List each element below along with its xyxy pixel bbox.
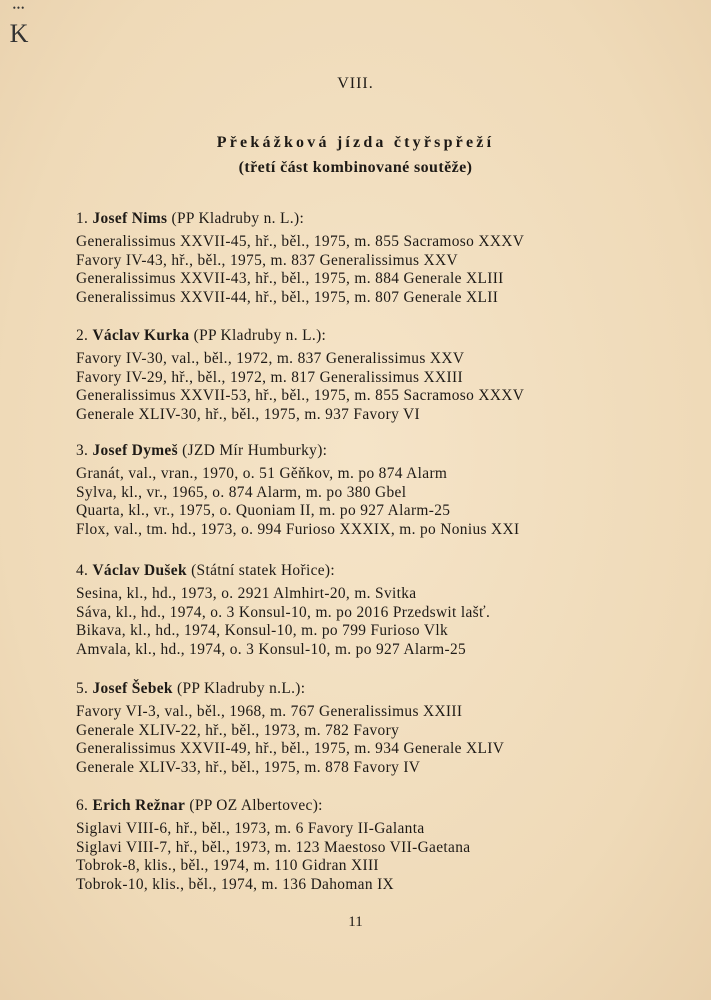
horse-entry: Quarta, kl., vr., 1975, o. Quoniam II, m. po 927 Alarm-25 — [76, 502, 451, 520]
competitor-header — [76, 441, 676, 465]
horse-entry: Granát, val., vran., 1970, o. 51 Gěňkov, m. po 874 Alarm — [76, 465, 448, 482]
horse-entry: Tobrok-10, klis., běl., 1974, m. 136 Dahoman IX — [76, 876, 395, 894]
competitor-number: 2. — [76, 327, 89, 344]
horse-entry: Favory VI-3, val., běl., 1968, m. 767 Generalissimus XXIII — [76, 703, 463, 720]
competitor-organization: (PP Kladruby n. L.): — [171, 210, 305, 227]
horse-entry: Amvala, kl., hd., 1974, o. 3 Konsul-10, m. po 927 Alarm-25 — [76, 641, 467, 659]
competitor-name: Erich Režnar — [92, 797, 186, 814]
competitor-name: Václav Kurka — [92, 327, 190, 344]
horse-entry: Favory IV-30, val., běl., 1972, m. 837 Generalissimus XXV — [76, 350, 465, 367]
competitor-name: Josef Nims — [92, 210, 168, 227]
horse-entry: Siglavi VIII-7, hř., běl., 1973, m. 123 Maestoso VII-Gaetana — [76, 838, 471, 856]
competitor-organization: (JZD Mír Humburky): — [182, 442, 328, 459]
horse-entry: Generalissimus XXVII-49, hř., běl., 1975, m. 934 Generale XLIV — [76, 740, 505, 758]
horse-entry: Generalissimus XXVII-44, hř., běl., 1975, m. 807 Generale XLII — [76, 289, 499, 307]
competitor-name: Josef Šebek — [92, 680, 173, 697]
page-number: 11 — [348, 914, 363, 930]
competitor-organization: (Státní statek Hořice): — [191, 562, 336, 579]
competitor-entry — [76, 679, 676, 778]
horse-entry: Generalissimus XXVII-45, hř., běl., 1975, m. 855 Sacramoso XXXV — [76, 233, 525, 250]
competitor-organization: (PP Kladruby n.L.): — [177, 680, 306, 697]
competitor-number: 6. — [76, 797, 89, 814]
competitor-organization: (PP OZ Albertovec): — [189, 797, 323, 814]
competitor-entry — [76, 441, 676, 540]
horse-entry: Favory IV-29, hř., běl., 1972, m. 817 Generalissimus XXIII — [76, 368, 463, 386]
competitor-header — [76, 679, 676, 703]
horse-entry: Favory IV-43, hř., běl., 1975, m. 837 Generalissimus XXV — [76, 251, 458, 269]
horse-entry: Generale XLIV-33, hř., běl., 1975, m. 878 Favory IV — [76, 759, 421, 777]
horse-entry: Generale XLIV-22, hř., běl., 1973, m. 782 Favory — [76, 721, 400, 739]
k-logo-icon — [4, 2, 34, 52]
competitor-name: Václav Dušek — [92, 562, 187, 579]
chapter-number: VIII. — [337, 75, 374, 92]
horse-entry: Tobrok-8, klis., běl., 1974, m. 110 Gidran XIII — [76, 857, 379, 875]
horse-entry: Bikava, kl., hd., 1974, Konsul-10, m. po 799 Furioso Vlk — [76, 622, 449, 640]
competitor-number: 1. — [76, 210, 89, 227]
competitor-header — [76, 796, 676, 820]
page-title: Překážková jízda čtyřspřeží — [216, 134, 495, 151]
horse-entry: Sesina, kl., hd., 1973, o. 2921 Almhirt-20, m. Svitka — [76, 585, 417, 602]
competitor-number: 4. — [76, 562, 89, 579]
competitor-header — [76, 326, 676, 350]
competitor-header — [76, 209, 676, 233]
competitor-entry — [76, 326, 676, 425]
logo-letter: K — [9, 19, 29, 48]
competitor-entry — [76, 796, 676, 895]
competitor-header — [76, 561, 676, 585]
competitor-number: 5. — [76, 680, 89, 697]
competitor-entry — [76, 209, 676, 308]
competitor-entry — [76, 561, 676, 660]
horse-entry: Generalissimus XXVII-53, hř., běl., 1975, m. 855 Sacramoso XXXV — [76, 387, 525, 405]
horse-entry: Sáva, kl., hd., 1974, o. 3 Konsul-10, m. po 2016 Przedswit lašť. — [76, 603, 491, 621]
horse-entry: Generale XLIV-30, hř., běl., 1975, m. 937 Favory VI — [76, 406, 420, 424]
competitor-name: Josef Dymeš — [92, 442, 178, 459]
competitor-organization: (PP Kladruby n. L.): — [193, 327, 327, 344]
logo-dots: ••• — [12, 3, 26, 13]
horse-entry: Generalissimus XXVII-43, hř., běl., 1975, m. 884 Generale XLIII — [76, 270, 504, 288]
competitor-number: 3. — [76, 442, 89, 459]
horse-entry: Flox, val., tm. hd., 1973, o. 994 Furioso XXXIX, m. po Nonius XXI — [76, 521, 520, 539]
horse-entry: Sylva, kl., vr., 1965, o. 874 Alarm, m. po 380 Gbel — [76, 483, 407, 501]
page-subtitle: (třetí část kombinované soutěže) — [238, 159, 473, 176]
horse-entry: Siglavi VIII-6, hř., běl., 1973, m. 6 Favory II-Galanta — [76, 820, 425, 837]
